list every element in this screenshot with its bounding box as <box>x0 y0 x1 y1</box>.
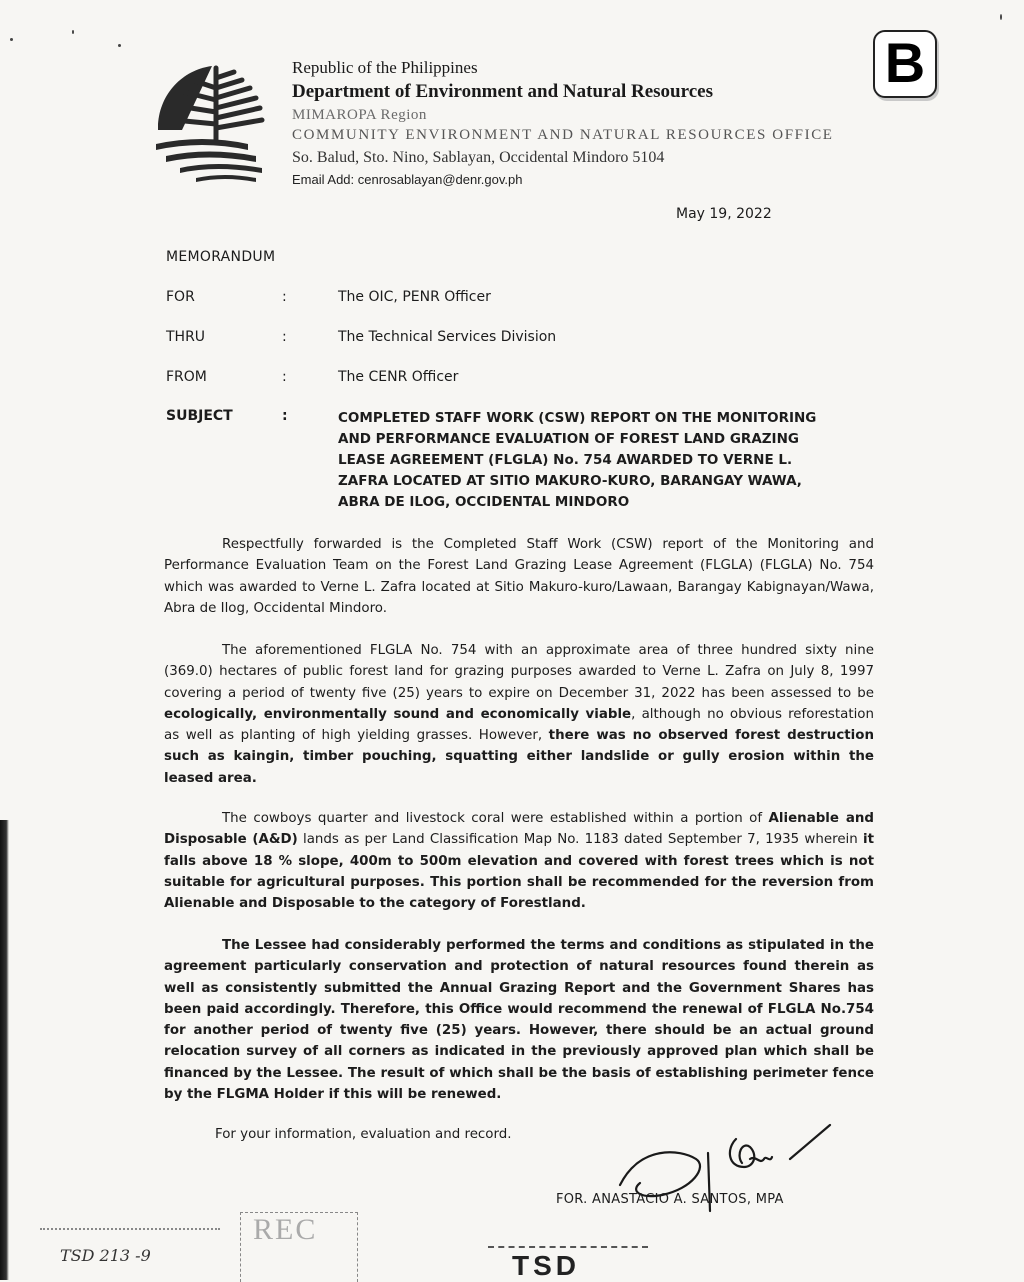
scan-edge-shadow <box>0 820 9 1280</box>
header-separator: : <box>282 369 287 385</box>
scan-speck <box>72 30 74 34</box>
memo-date: May 19, 2022 <box>676 206 772 222</box>
header-value: The CENR Officer <box>338 369 459 385</box>
header-separator: : <box>282 289 287 305</box>
letterhead-address: So. Balud, Sto. Nino, Sablayan, Occidental Mindoro 5104 <box>292 149 665 166</box>
denr-logo <box>152 60 284 185</box>
letterhead-republic: Republic of the Philippines <box>292 58 478 77</box>
signatory-name: FOR. ANASTACIO A. SANTOS, MPA <box>556 1192 784 1207</box>
paragraph-3 <box>164 808 874 914</box>
annex-badge: B <box>873 30 937 98</box>
paragraph-1-text: Respectfully forwarded is the Completed Staff Work (CSW) report of the Monitoring and Performance Evaluation Team on the Forest Land Grazing Lease Agreement (FLGLA) (FLGLA) No. 754 which was awarded to Verne L. Zafra located at Sitio Makuro-kuro/Lawaan, Barangay Kabignayan/Wawa, Abra de Ilog, Occidental Mindoro. <box>164 537 874 616</box>
paragraph-3-emphasis: it falls above 18 % slope, 400m to 500m elevation and covered with forest trees which is not suitable for agricultural purposes. This portion shall be recommended for the reversion from Alienable and Disposable to the category of Forestland. <box>164 832 874 912</box>
paragraph-4 <box>164 935 874 1105</box>
handwritten-routing-note: TSD 213 -9 <box>60 1246 151 1265</box>
paragraph-2-text: The aforementioned FLGLA No. 754 with an approximate area of three hundred sixty nine (369.0) hectares of public forest land for grazing purposes awarded to Verne L. Zafra on July 8, 1997 covering a period of twenty five (25) years to expire on December 31, 2022 has been assessed to be <box>164 643 874 701</box>
header-separator: : <box>282 408 288 424</box>
letterhead-region: MIMAROPA Region <box>292 107 427 123</box>
letterhead-office: COMMUNITY ENVIRONMENT AND NATURAL RESOURCES OFFICE <box>292 127 834 143</box>
header-value: The Technical Services Division <box>338 329 557 345</box>
scan-speck <box>118 44 121 47</box>
header-separator: : <box>282 329 287 345</box>
letterhead-email: Email Add: cenrosablayan@denr.gov.ph <box>292 172 523 187</box>
paragraph-2-emphasis: ecologically, environmentally sound and economically viable <box>164 706 632 722</box>
scan-dotted-line <box>40 1228 220 1230</box>
header-key: FOR <box>166 289 195 305</box>
closing-line: For your information, evaluation and record. <box>215 1127 512 1142</box>
received-stamp: REC <box>240 1212 358 1282</box>
paragraph-2 <box>164 640 874 789</box>
header-key: FROM <box>166 369 207 385</box>
paragraph-1 <box>164 534 874 619</box>
tsd-stamp-border <box>488 1246 648 1248</box>
subject-text: COMPLETED STAFF WORK (CSW) REPORT ON THE MONITORING AND PERFORMANCE EVALUATION OF FOREST LAND GRAZING LEASE AGREEMENT (FLGLA) No. 754 AWARDED TO VERNE L. ZAFRA LOCATED AT SITIO MAKURO-KURO, BARANGAY WAWA, ABRA DE ILOG, OCCIDENTAL MINDORO <box>338 410 817 510</box>
paragraph-2-text: , although no obvious reforestation as well as planting of high yielding grasses. However, <box>164 706 874 744</box>
paragraph-3-text: lands as per Land Classification Map No. 1183 dated September 7, 1935 wherein <box>297 832 863 848</box>
paragraph-4-text: The Lessee had considerably performed the terms and conditions as stipulated in the agreement particularly conservation and protection of natural resources found therein as well as consistently submitted the Annual Grazing Report and the Government Shares has been paid accordingly. Therefore, this Office would recommend the renewal of FLGLA No.754 for another period of twenty five (25) years. However, there should be an actual ground relocation survey of all corners as indicated in the previously approved plan which shall be financed by the Lessee. The result of which shall be the basis of establishing perimeter fence by the FLGMA Holder if this will be renewed. <box>164 938 874 1103</box>
memo-type-label: MEMORANDUM <box>166 249 276 265</box>
paragraph-3-emphasis: Alienable and Disposable (A&D) <box>164 811 874 848</box>
tsd-stamp: TSD <box>512 1250 580 1281</box>
scan-speck <box>1000 14 1002 20</box>
header-value: The OIC, PENR Officer <box>338 289 491 305</box>
paragraph-3-text: The cowboys quarter and livestock coral were established within a portion of <box>222 811 769 826</box>
scan-speck <box>10 38 13 41</box>
letterhead-department: Department of Environment and Natural Resources <box>292 81 713 102</box>
paragraph-2-emphasis: there was no observed forest destruction such as kaingin, timber pouching, squatting either landslide or gully erosion within the leased area. <box>164 728 874 786</box>
header-key: SUBJECT <box>166 408 233 424</box>
header-key: THRU <box>166 329 206 345</box>
